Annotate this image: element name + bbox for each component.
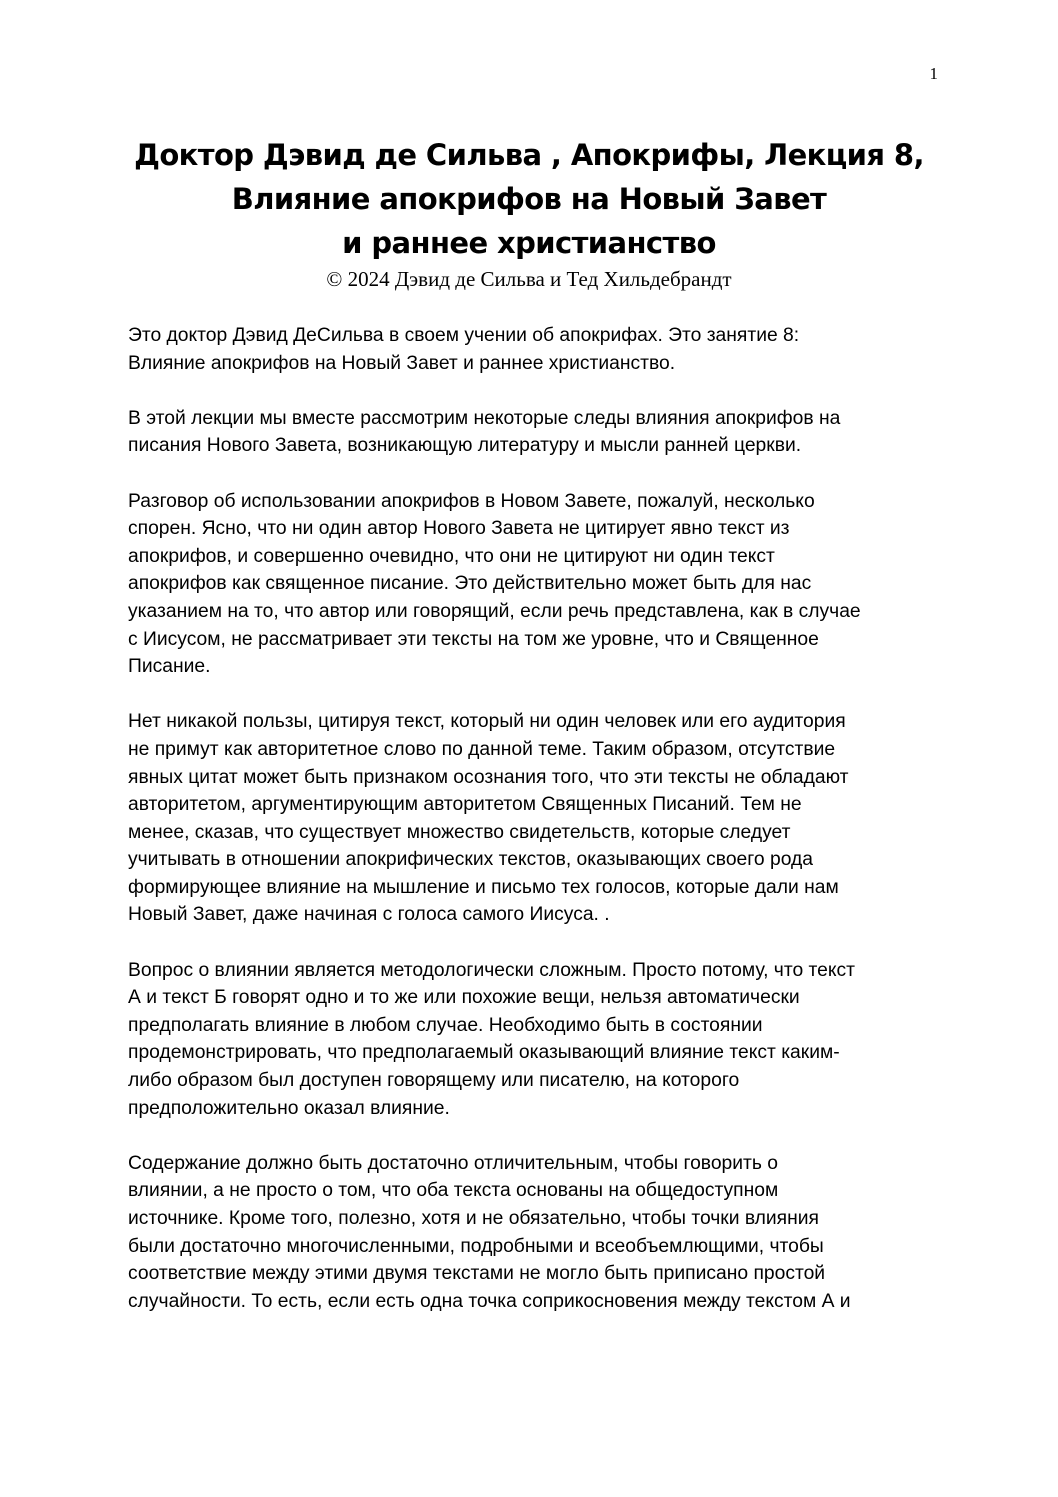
paragraph-line: предполагать влияние в любом случае. Необходимо быть в состоянии <box>128 1014 763 1036</box>
title-line: и раннее христианство <box>342 226 716 260</box>
paragraph-line: А и текст Б говорят одно и то же или похожие вещи, нельзя автоматически <box>128 987 800 1009</box>
paragraph-line: писания Нового Завета, возникающую литературу и мысли ранней церкви. <box>128 435 802 457</box>
paragraph-line: продемонстрировать, что предполагаемый оказывающий влияние текст каким- <box>128 1042 840 1064</box>
paragraph <box>128 405 938 460</box>
title-line: Доктор Дэвид де Сильва , Апокрифы, Лекция 8, <box>134 138 924 172</box>
document-title <box>60 133 998 265</box>
paragraph-line: апокрифов, и совершенно очевидно, что они не цитируют ни один текст <box>128 545 775 567</box>
paragraph-line: указанием на то, что автор или говорящий, если речь представлена, как в случае <box>128 600 861 622</box>
paragraph-line: формирующее влияние на мышление и письмо тех голосов, которые дали нам <box>128 876 839 898</box>
document-body <box>128 322 938 1343</box>
paragraph-line: влиянии, а не просто о том, что оба текста основаны на общедоступном <box>128 1180 779 1202</box>
title-line: Влияние апокрифов на Новый Завет <box>231 182 827 216</box>
paragraph-line: Разговор об использовании апокрифов в Новом Завете, пожалуй, несколько <box>128 490 815 512</box>
paragraph-line: случайности. То есть, если есть одна точка соприкосновения между текстом А и <box>128 1290 851 1312</box>
paragraph-line: апокрифов как священное писание. Это действительно может быть для нас <box>128 573 812 595</box>
paragraph <box>128 708 938 929</box>
paragraph-line: Влияние апокрифов на Новый Завет и раннее христианство. <box>128 352 676 374</box>
paragraph-line: учитывать в отношении апокрифических текстов, оказывающих своего рода <box>128 849 813 871</box>
paragraph-line: соответствие между этими двумя текстами не могло быть приписано простой <box>128 1263 826 1285</box>
paragraph-line: не примут как авторитетное слово по данной теме. Таким образом, отсутствие <box>128 738 836 760</box>
paragraph-line: источнике. Кроме того, полезно, хотя и не обязательно, чтобы точки влияния <box>128 1208 819 1229</box>
paragraph-line: Нет никакой пользы, цитируя текст, который ни один человек или его аудитория <box>128 711 846 733</box>
paragraph-line: В этой лекции мы вместе рассмотрим некоторые следы влияния апокрифов на <box>128 407 841 429</box>
paragraph-line: предположительно оказал влияние. <box>128 1097 450 1119</box>
page-number: 1 <box>929 64 938 83</box>
paragraph-line: Содержание должно быть достаточно отличительным, чтобы говорить о <box>128 1152 779 1174</box>
paragraph-line: Это доктор Дэвид ДеСильва в своем учении об апокрифах. Это занятие 8: <box>128 325 800 346</box>
paragraph-line: были достаточно многочисленными, подробными и всеобъемлющими, чтобы <box>128 1235 824 1257</box>
paragraph-line: менее, сказав, что существует множество свидетельств, которые следует <box>128 821 791 843</box>
paragraph <box>128 1150 938 1316</box>
copyright-line: © 2024 Дэвид де Сильва и Тед Хильдебрандт <box>326 267 732 291</box>
paragraph <box>128 957 938 1123</box>
paragraph <box>128 488 938 681</box>
paragraph-line: с Иисусом, не рассматривает эти тексты на том же уровне, что и Священное <box>128 628 819 650</box>
paragraph-line: Новый Завет, даже начиная с голоса самого Иисуса. . <box>128 904 610 926</box>
paragraph-line: авторитетом, аргументирующим авторитетом Священных Писаний. Тем не <box>128 794 802 816</box>
paragraph <box>128 322 938 377</box>
paragraph-line: Вопрос о влиянии является методологически сложным. Просто потому, что текст <box>128 959 855 981</box>
paragraph-line: спорен. Ясно, что ни один автор Нового Завета не цитирует явно текст из <box>128 518 790 540</box>
paragraph-line: Писание. <box>128 656 211 678</box>
paragraph-line: либо образом был доступен говорящему или писателю, на которого <box>128 1070 740 1092</box>
paragraph-line: явных цитат может быть признаком осознания того, что эти тексты не обладают <box>128 766 849 788</box>
